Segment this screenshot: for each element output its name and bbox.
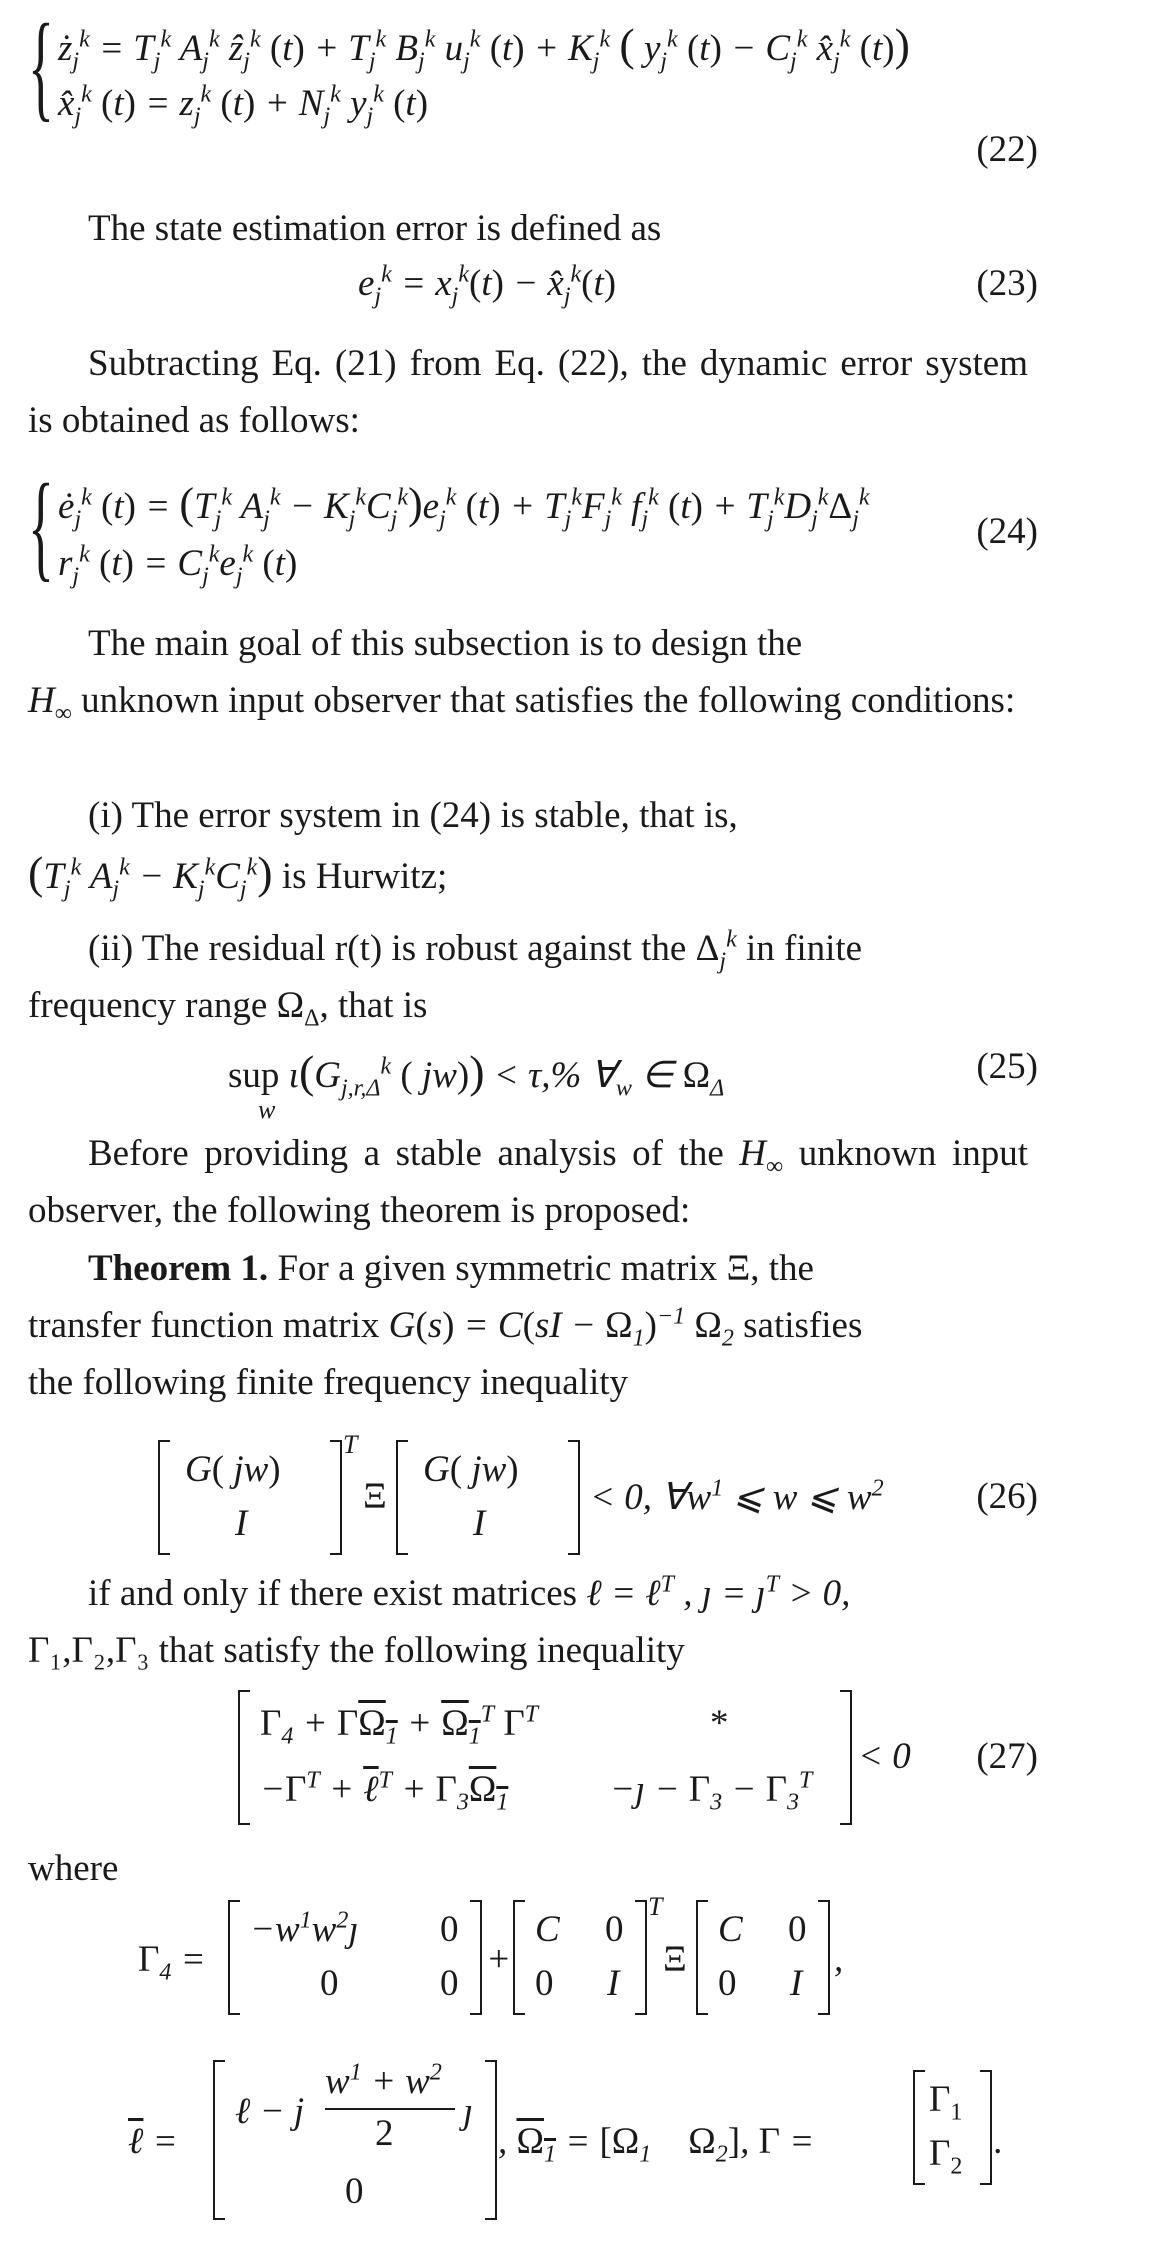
equation-number: (27) <box>976 1736 1038 1777</box>
gamma4-definition: $\Gamma_4$ = $-w^1w^2ȷ$ 0 0 0 + C 0 0 I T Ξ C 0 0 I , <box>28 1900 1038 2030</box>
condition-i: (i) The error system in (24) is stable, that is, ($T_j^k$ $A_j^k - K_j^kC_j^k$) is Hurwitz; <box>28 795 738 903</box>
equation-24: { $ė_j^k$ $(t) = (T_j^k$ $A_j^k - K_j^kC_j^k)e_j^k$ $(t) + T_j^kF_j^k$ $f_j^k$ $(t) + T_j^kD_j^k\Delta_j^k$ $r_j^k$ $(t) = C_j^ke_j^k$ (t) (24) <box>28 459 1038 592</box>
paragraph: The main goal of this subsection is to design the $H_\infty$ unknown input observer that satisfies the following conditions: <box>28 623 1016 727</box>
paragraph: Subtracting Eq. (21) from Eq. (22), the dynamic error system is obtained as follows: <box>28 343 1028 441</box>
equation-25: sup $\iota(G_{j,r,\Delta}^k$ ( jw)) < τ,% $\forall_w$ ∈ $\Omega_\Delta$ w (25) <box>228 1046 1038 1124</box>
equation-27: $\Gamma_4 + \Gamma\Omega_1 + \Omega_1^T$ $\Gamma^T$ * $-\Gamma^T$ + ℓ$^T$ + $\Gamma_3\Omega_1$ −ȷ − $\Gamma_3 - \Gamma_3^T$ < 0 (27) <box>28 1690 1038 1830</box>
equation-number: (23) <box>976 263 1038 304</box>
where-label: where <box>28 1848 119 1889</box>
equation-number: (24) <box>976 511 1038 552</box>
equation-number: (26) <box>976 1476 1038 1517</box>
condition-ii: (ii) The residual r(t) is robust against the $\Delta_j^k$ in finite frequency range $\Omega_\Delta$, that is <box>28 926 863 1032</box>
paragraph: Before providing a stable analysis of the $H_\infty$ unknown input observer, the following theorem is proposed: <box>28 1133 1029 1231</box>
paragraph: The state estimation error is defined as <box>88 208 662 249</box>
lbar-omega-gamma-definition: ℓ = ℓ − j $w^1 + w^2$ 2 ȷ 0 , $\Omega_1 = [\Omega_1$ $\Omega_2$], Γ = $\Gamma_1$ $\Gamma_2$ . <box>28 2060 1038 2230</box>
paragraph: if and only if there exist matrices ℓ = ℓ$^T$ , ȷ = $ȷ^T > 0$, Γ₁,Γ₂,Γ₃ that satisfy the following inequality <box>28 1571 851 1671</box>
equation-26: G( jw) I T Ξ G( jw) I < 0, $\forall w^1$ ⩽ w ⩽ $w^2$ (26) <box>28 1435 1038 1565</box>
equation-number: (25) <box>976 1046 1038 1087</box>
theorem-1: Theorem 1. For a given symmetric matrix Ξ, the transfer function matrix $G(s) = C(sI - \Omega_1)^{-1}$ $\Omega_2$ satisfies the following finite frequency inequality <box>28 1248 863 1403</box>
equation-23: $e_j^k = x_j^k(t)$ − $x̂_j^k(t)$ (23) <box>358 261 1038 310</box>
equation-number: (22) <box>976 129 1038 170</box>
equation-22: { $ż_j^k = T_j^k$ $A_j^k$ ẑ$_j^k$ $(t) + T_j^k$ $B_j^k$ $u_j^k$ $(t) + K_j^k$ ( $y_j^k$ $(t) - C_j^k$ $x̂_j^k$ (t)) $x̂_j^k$ $(t) = z_j^k$ $(t) + N_j^k$ $y_j^k$ (t) (22) <box>28 0 1038 170</box>
